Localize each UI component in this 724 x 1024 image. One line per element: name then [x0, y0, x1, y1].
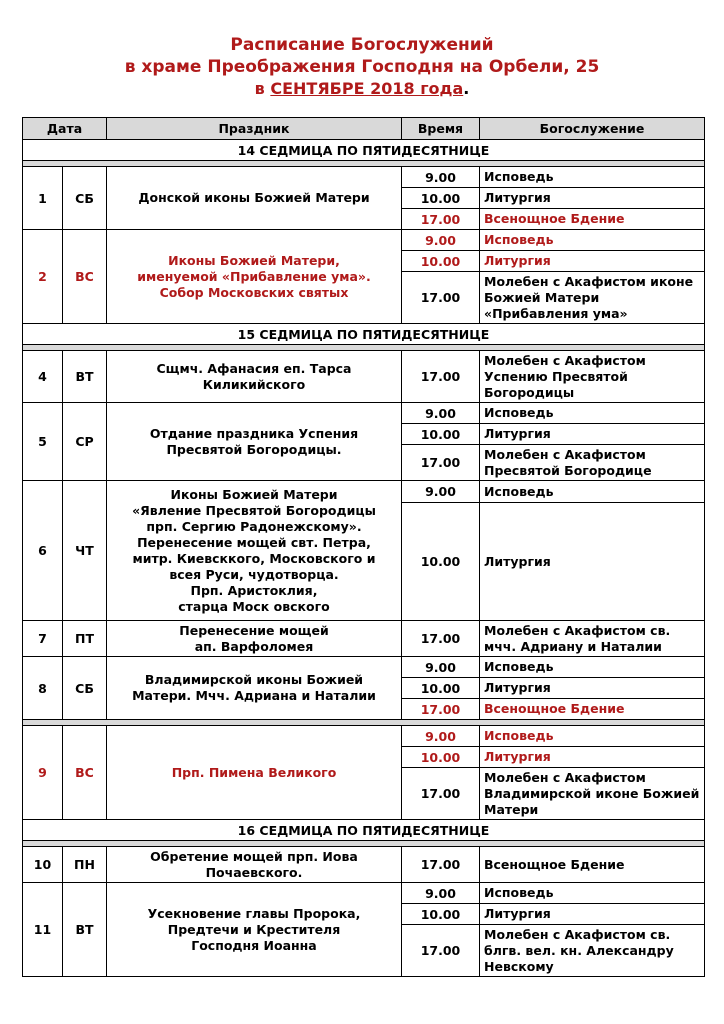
table-row: 4 ВТ Сщмч. Афанасия еп. Тарса Киликийского 17.00 Молебен с Акафистом Успению Пресвятой Богородицы: [23, 351, 705, 403]
table-row: 9 ВС Прп. Пимена Великого 9.00 Исповедь: [23, 726, 705, 747]
page-header: [0, 34, 724, 100]
col-feast: Праздник: [107, 118, 402, 140]
table-row: 1 СБ Донской иконы Божией Матери 9.00 Исповедь: [23, 167, 705, 188]
title-line-1: Расписание Богослужений: [230, 35, 494, 55]
table-row: 5 СР Отдание праздника Успения Пресвятой Богородицы. 9.00 Исповедь: [23, 403, 705, 424]
col-service: Богослужение: [480, 118, 705, 140]
title-line-2: в храме Преображения Господня на Орбели, 25: [124, 57, 600, 77]
table-header-row: [23, 118, 705, 140]
table-row: 8 СБ Владимирской иконы Божией Матери. Мчч. Адриана и Наталии 9.00 Исповедь: [23, 657, 705, 678]
week-row: 14 СЕДМИЦА ПО ПЯТИДЕСЯТНИЦЕ: [23, 140, 705, 161]
col-date: Дата: [23, 118, 107, 140]
col-time: Время: [402, 118, 480, 140]
title-year: 2018 года: [364, 79, 464, 98]
week-row: 16 СЕДМИЦА ПО ПЯТИДЕСЯТНИЦЕ: [23, 820, 705, 841]
schedule-table: Дата Праздник Время Богослужение 14 СЕДМИЦА ПО ПЯТИДЕСЯТНИЦЕ 1 СБ Донской иконы Божией Матери 9.00 Исповедь 10.00 Литургия 17.00 Всенощное Бдение 2 ВС Иконы Божией Матери, именуемой «Прибавление ума». Собор Московских святых 9.00 Исповедь 10.00 Литургия 17.00 Молебен с Акафистом иконе Божией Матери «Прибавления ума» 15 СЕДМИЦА ПО ПЯТИДЕСЯТНИЦЕ 4 ВТ Сщмч. Афанасия еп. Тарса Киликийского 17.00 Молебен с Акафистом Успению Пресвятой Богородицы 5 СР Отдание праздника Успения Пресвятой Богородицы. 9.00 Исповедь 10.00 Литургия 17.00 Молебен с Акафистом Пресвятой Богородице 6 ЧТ Иконы Божией Матери «Явление Пресвятой Богородицы прп. Сергию Радонежскому». Перенесение мощей свт. Петра, митр. Киевсккого, Московского и всея Руси, чудотворца. Прп. Аристоклия, старца Моск овского 9.00 Исповедь 10.00 Литургия 7 ПТ Перенесение мощей ап. Варфоломея 17.00 Молебен с Акафистом св. мчч. Адриану и Наталии 8 СБ Владимирской иконы Божией Матери. Мчч. Адриана и Наталии 9.00 Исповедь 10.00 Литургия 17.00 Всенощное Бдение 9 ВС Прп. Пимена Великого 9.00 Исповедь 10.00 Литургия 17.00 Молебен с Акафистом Владимирской иконе Божией Матери 16 СЕДМИЦА ПО ПЯТИДЕСЯТНИЦЕ 10 ПН Обретение мощей прп. Иова Почаевского. 17.00 Всенощное Бдение 11 ВТ Усекновение главы Пророка, Предтечи и Крестителя Господня Иоанна 9.00 Исповедь 10.00 Литургия 17.00 Молебен с Акафистом св. блгв. вел. кн. Александру Невскому: [22, 117, 705, 977]
week-row: 15 СЕДМИЦА ПО ПЯТИДЕСЯТНИЦЕ: [23, 324, 705, 345]
title-month: СЕНТЯБРЕ: [270, 79, 365, 98]
table-row: 11 ВТ Усекновение главы Пророка, Предтечи и Крестителя Господня Иоанна 9.00 Исповедь: [23, 883, 705, 904]
table-row: 10 ПН Обретение мощей прп. Иова Почаевского. 17.00 Всенощное Бдение: [23, 847, 705, 883]
table-row: 7 ПТ Перенесение мощей ап. Варфоломея 17.00 Молебен с Акафистом св. мчч. Адриану и Наталии: [23, 621, 705, 657]
table-row: 6 ЧТ Иконы Божией Матери «Явление Пресвятой Богородицы прп. Сергию Радонежскому». Перенесение мощей свт. Петра, митр. Киевсккого, Московского и всея Руси, чудотворца. Прп. Аристоклия, старца Моск овского 9.00 Исповедь: [23, 481, 705, 503]
title-line-3: в СЕНТЯБРЕ 2018 года.: [254, 79, 470, 98]
table-row: 2 ВС Иконы Божией Матери, именуемой «Прибавление ума». Собор Московских святых 9.00 Исповедь: [23, 230, 705, 251]
